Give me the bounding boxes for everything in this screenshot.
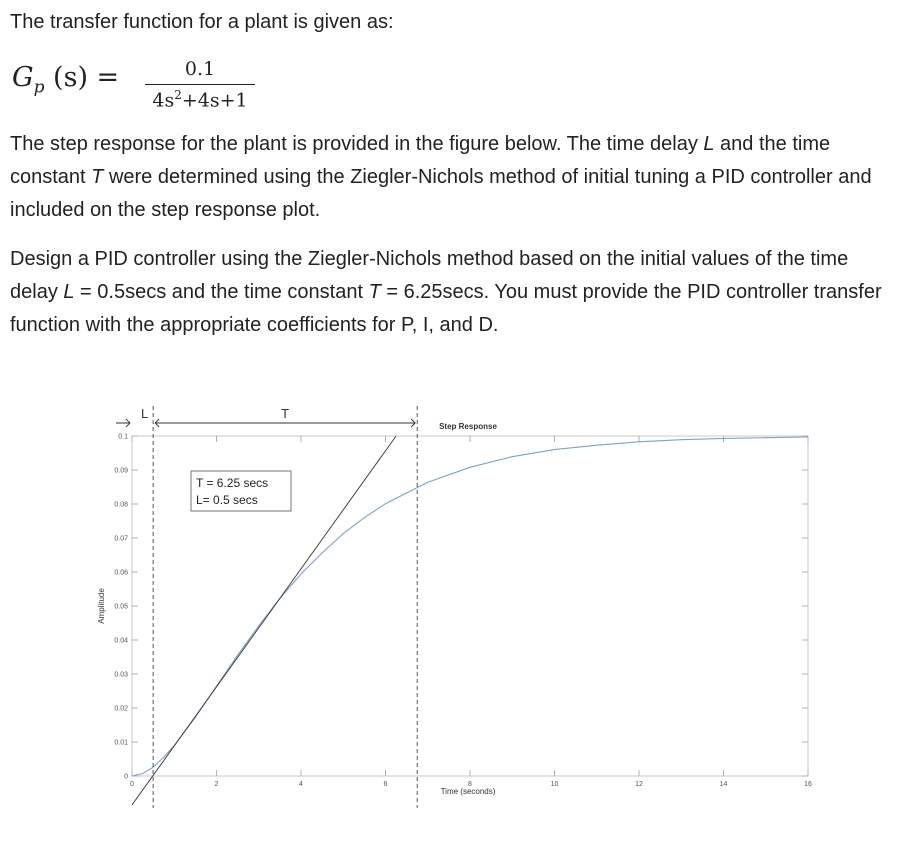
y-axis-label: Amplitude [97,588,106,624]
x-tick-label: 14 [719,781,728,788]
y-tick-label: 0 [124,773,128,781]
y-tick-label: 0.01 [114,739,128,747]
intro-text: The transfer function for a plant is given as: [10,11,394,33]
x-tick-label: 6 [383,781,388,788]
y-tick-label: 0.06 [114,569,128,577]
formula-lhs: $G_p$ (s) = [12,62,120,98]
x-tick-label: 4 [299,781,303,788]
transfer-function-formula [12,58,272,114]
x-tick-label: 10 [550,781,559,788]
step-response-chart [88,398,828,818]
y-tick-label: 0.02 [114,705,128,713]
step-response-paragraph: The step response for the plant is provided in the figure below. The time delay L and the time constant T were determined using the Ziegler-Nichols method of initial tuning a PID controller and included on the step response plot. [10,133,872,221]
parameter-box-L: L= 0.5 secs [196,493,258,507]
x-tick-label: 2 [214,781,219,788]
design-task-paragraph: Design a PID controller using the Ziegler-Nichols method based on the initial values of the time delay L = 0.5secs and the time constant T = 6.25secs. You must provide the PID controller transfer function with the appropriate coefficients for P, I, and D. [10,248,882,336]
y-tick-label: 0.04 [114,637,128,645]
time-constant-label: T [281,406,290,421]
formula-fraction-bar [145,84,255,85]
y-tick-label: 0.09 [114,467,128,475]
formula-denominator: $4s^2+4s+1$ [152,88,248,112]
y-tick-label: 0.05 [114,603,128,611]
x-tick-label: 0 [130,781,134,788]
delay-label: L [140,406,149,421]
y-tick-label: 0.1 [118,433,128,441]
x-tick-label: 12 [635,781,643,788]
chart-title: Step Response [439,422,497,431]
x-tick-label: 16 [804,781,812,788]
formula-numerator: 0.1 [184,58,216,80]
x-tick-label: 8 [468,781,472,788]
delay-arrow-left [116,419,130,427]
y-tick-label: 0.08 [114,501,128,509]
x-axis-label: Time (seconds) [440,787,496,796]
parameter-box-T: T = 6.25 secs [196,476,269,490]
y-tick-label: 0.03 [114,671,128,679]
y-tick-label: 0.07 [114,535,128,543]
